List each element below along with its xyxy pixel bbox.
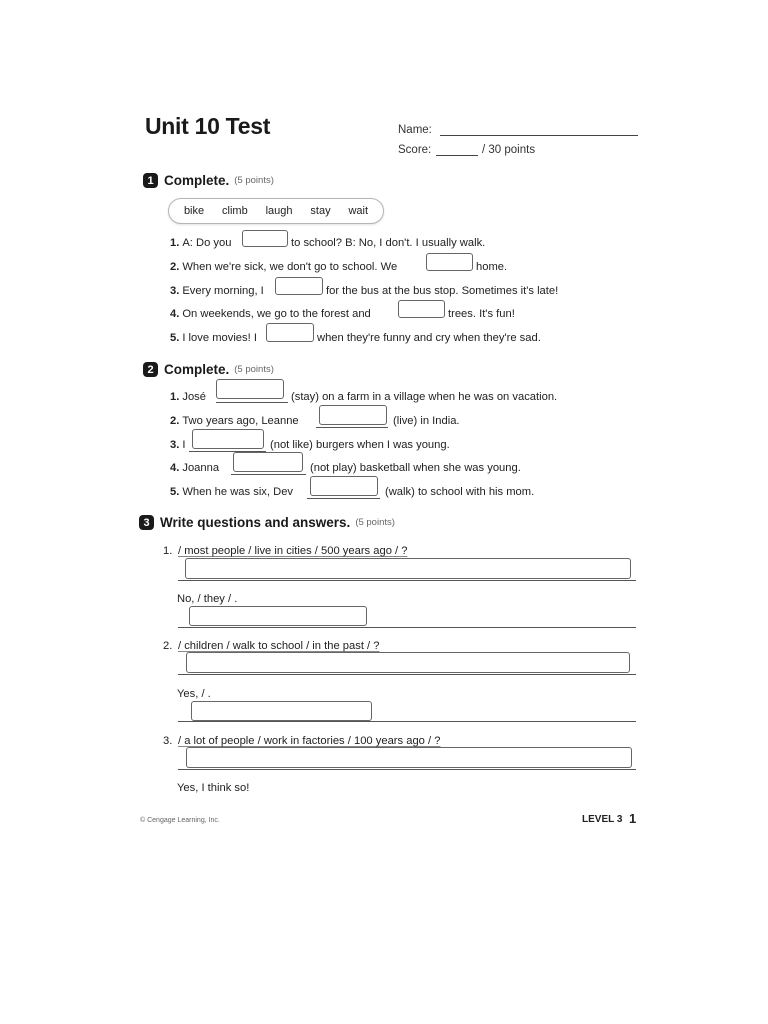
- s2-item-3-text: 3. I: [170, 439, 186, 451]
- s3-item-1-answer-box[interactable]: [189, 606, 367, 626]
- s2-item-3-answer-box[interactable]: [192, 429, 264, 449]
- s2-item-5-after: (walk) to school with his mom.: [385, 486, 535, 498]
- word-bank: [168, 198, 384, 224]
- word-bank-item: climb: [222, 205, 248, 217]
- level-label: LEVEL 3: [582, 814, 623, 825]
- s2-item-2-answer-box[interactable]: [319, 405, 387, 425]
- s3-item-2-num: 2.: [163, 640, 173, 652]
- s1-item-4-text: 4. On weekends, we go to the forest and: [170, 308, 371, 320]
- word-bank-item: stay: [310, 205, 331, 217]
- s2-item-2-text: 2. Two years ago, Leanne: [170, 415, 299, 427]
- score-label: Score:: [398, 144, 432, 156]
- page-title: Unit 10 Test: [145, 113, 271, 139]
- s1-item-2-after: home.: [476, 261, 508, 273]
- s3-item-1-answer-prompt: No, / they / .: [177, 593, 238, 605]
- s3-item-1-num: 1.: [163, 545, 173, 557]
- s2-item-4-text: 4. Joanna: [170, 462, 220, 474]
- s2-item-1-underline: [216, 402, 288, 403]
- s2-item-5-text: 5. When he was six, Dev: [170, 486, 294, 498]
- s3-item-1-answer-line: [178, 627, 636, 628]
- s1-item-5-after: when they're funny and cry when they're sad.: [317, 332, 541, 344]
- s1-item-4-after: trees. It's fun!: [448, 308, 515, 320]
- section-title: Complete.: [164, 173, 230, 188]
- s3-item-2-answer-prompt: Yes, / .: [177, 688, 211, 700]
- s1-item-5-text: 5. I love movies! I: [170, 332, 257, 344]
- s1-item-3-after: for the bus at the bus stop. Sometimes it's late!: [326, 285, 559, 297]
- s3-item-1-prompt: / most people / live in cities / 500 years ago / ?: [178, 545, 408, 557]
- s3-item-3-question-box[interactable]: [186, 747, 632, 768]
- s2-item-2-underline: [316, 427, 388, 428]
- s3-item-3-prompt: / a lot of people / work in factories / 100 years ago / ?: [178, 735, 441, 747]
- word-bank-item: bike: [183, 205, 205, 217]
- s2-item-1-after: (stay) on a farm in a village when he was on vacation.: [291, 391, 558, 403]
- section-3-header: [139, 515, 395, 530]
- score-total: / 30 points: [482, 144, 536, 156]
- s2-item-5-underline: [307, 498, 380, 499]
- s1-item-2-answer-box[interactable]: [426, 253, 473, 271]
- section-points: (5 points): [234, 364, 274, 375]
- section-points: (5 points): [234, 175, 274, 186]
- section-1-header: [143, 173, 274, 188]
- s2-item-3-after: (not like) burgers when I was young.: [270, 439, 450, 451]
- s3-item-2-answer-box[interactable]: [191, 701, 372, 721]
- s3-item-2-prompt: / children / walk to school / in the past / ?: [178, 640, 380, 652]
- s3-item-3-answer-text: Yes, I think so!: [177, 782, 250, 794]
- s2-item-1-answer-box[interactable]: [216, 379, 284, 399]
- s2-item-2-after: (live) in India.: [393, 415, 460, 427]
- score-line[interactable]: [436, 155, 478, 156]
- word-bank-item: laugh: [265, 205, 293, 217]
- s1-item-1-text: 1. A: Do you: [170, 237, 232, 249]
- page-number: 1: [629, 811, 637, 826]
- section-number: 3: [139, 515, 154, 530]
- s3-item-2-question-line: [178, 674, 636, 675]
- s3-item-2-question-box[interactable]: [186, 652, 630, 673]
- s3-item-3-num: 3.: [163, 735, 173, 747]
- s2-item-5-answer-box[interactable]: [310, 476, 378, 496]
- s1-item-2-text: 2. When we're sick, we don't go to school. We: [170, 261, 398, 273]
- s1-item-3-answer-box[interactable]: [275, 277, 323, 295]
- s1-item-4-answer-box[interactable]: [398, 300, 445, 318]
- section-points: (5 points): [355, 517, 395, 528]
- section-number: 2: [143, 362, 158, 377]
- name-label: Name:: [398, 124, 432, 136]
- s3-item-3-question-line: [178, 769, 636, 770]
- s3-item-1-question-line: [178, 580, 636, 581]
- s3-item-2-answer-line: [178, 721, 636, 722]
- s2-item-4-answer-box[interactable]: [233, 452, 303, 472]
- s2-item-4-after: (not play) basketball when she was young.: [310, 462, 521, 474]
- section-title: Write questions and answers.: [160, 515, 351, 530]
- section-number: 1: [143, 173, 158, 188]
- copyright: © Cengage Learning, Inc.: [140, 817, 220, 824]
- section-title: Complete.: [164, 362, 230, 377]
- word-bank-item: wait: [348, 205, 369, 217]
- s3-item-1-question-box[interactable]: [185, 558, 631, 579]
- s2-item-1-text: 1. José: [170, 391, 206, 403]
- section-2-header: [143, 362, 274, 377]
- s1-item-1-after: to school? B: No, I don't. I usually walk.: [291, 237, 486, 249]
- name-line[interactable]: [440, 135, 638, 136]
- s1-item-5-answer-box[interactable]: [266, 323, 314, 342]
- s1-item-1-answer-box[interactable]: [242, 230, 288, 247]
- s1-item-3-text: 3. Every morning, I: [170, 285, 264, 297]
- s2-item-4-underline: [231, 474, 306, 475]
